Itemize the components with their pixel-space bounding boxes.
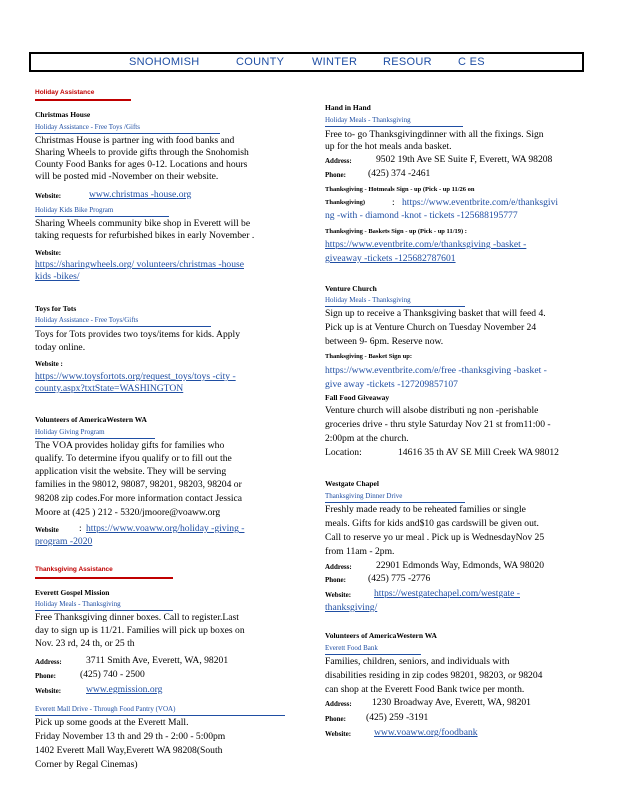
body-line: will be posted mid -November on their website. xyxy=(35,171,219,182)
org-name: Westgate Chapel xyxy=(325,479,379,488)
website-label: Website : xyxy=(35,360,63,368)
body-line: application visit the website. They will be serving xyxy=(35,466,227,477)
title-word-5: C ES xyxy=(458,56,485,68)
org-name: Toys for Tots xyxy=(35,304,77,313)
signup-separator: : xyxy=(392,197,395,208)
website-link[interactable]: https://westgatechapel.com/westgate - xyxy=(374,588,520,599)
signup-link[interactable]: ng -with - diamond -knot - tickets -125688195777 xyxy=(325,210,518,221)
address-label: Address: xyxy=(325,700,352,708)
body-line: from 11am - 2pm. xyxy=(325,546,395,557)
body-line: Sharing Wheels to provide gifts through the Snohomish xyxy=(35,147,249,158)
address-value: 9502 19th Ave SE Suite F, Everett, WA 98208 xyxy=(376,154,553,165)
phone-value: (425) 259 -3191 xyxy=(366,712,429,723)
body-line: meals. Gifts for kids and$10 gas cardswill be given out. xyxy=(325,518,539,529)
tag-underline xyxy=(35,438,155,439)
website-label: Website: xyxy=(325,730,352,738)
website-label: Website xyxy=(35,526,59,534)
title-word-2: COUNTY xyxy=(236,56,285,68)
website-label: Website: xyxy=(35,249,62,257)
website-link[interactable]: www.voaww.org/foodbank xyxy=(374,727,478,738)
location-value: 14616 35 th AV SE Mill Creek WA 98012 xyxy=(398,447,559,458)
body-line: 1402 Everett Mall Way,Everett WA 98208(South xyxy=(35,745,223,756)
signup-label: Thanksgiving - Baskets Sign - up (Pick - up 11/19) : xyxy=(325,228,467,235)
entry-tag: Holiday Meals - Thanksgiving xyxy=(35,600,121,608)
phone-label: Phone: xyxy=(325,171,346,179)
body-line: disabilities residing in zip codes 98201, 98203, or 98204 xyxy=(325,670,543,681)
website-link[interactable]: www.egmission.org xyxy=(86,684,163,695)
address-label: Address: xyxy=(325,157,352,165)
phone-label: Phone: xyxy=(35,672,56,680)
body-line: Friday November 13 th and 29 th - 2:00 - 5:00pm xyxy=(35,731,226,742)
entry-tag: Holiday Assistance - Free Toys /Gifts xyxy=(35,123,140,131)
entry-tag: Holiday Meals - Thanksgiving xyxy=(325,116,411,124)
tag-underline xyxy=(325,126,463,127)
body-line: 98208 zip codes.For more information contact Jessica xyxy=(35,493,243,504)
body-line: Pick up is at Venture Church on Tuesday November 24 xyxy=(325,322,537,333)
body-line: groceries drive - thru style Saturday Nov 21 st from11:00 - xyxy=(325,419,551,430)
entry-tag: Holiday Kids Bike Program xyxy=(35,206,114,214)
body-line: today online. xyxy=(35,342,86,353)
body-line: day to sign up is 11/21. Families will pick up boxes on xyxy=(35,625,245,636)
org-name: Everett Gospel Mission xyxy=(35,588,110,597)
signup-label: Thanksgiving) xyxy=(325,199,366,206)
body-line: Freshly made ready to be reheated families or single xyxy=(325,504,526,515)
website-link[interactable]: https://www.toysfortots.org/request_toys/toys -city - xyxy=(35,371,236,382)
signup-link[interactable]: https://www.eventbrite.com/e/thanksgivi xyxy=(402,197,559,208)
title-word-1: SNOHOMISH xyxy=(129,56,200,68)
entry-tag: Holiday Giving Program xyxy=(35,428,105,436)
page-title-banner xyxy=(29,52,584,72)
body-line: 2:00pm at the church. xyxy=(325,433,409,444)
phone-value: (425) 374 -2461 xyxy=(368,168,431,179)
thanksgiving-assistance-heading: Thanksgiving Assistance xyxy=(35,566,113,573)
signup-link[interactable]: https://www.eventbrite.com/e/thanksgiving -basket - xyxy=(325,239,527,250)
body-line: Families, children, seniors, and individuals with xyxy=(325,656,510,667)
body-line: Sign up to receive a Thanksgiving basket that will feed 4. xyxy=(325,308,546,319)
org-name: Venture Church xyxy=(325,284,377,293)
body-line: Pick up some goods at the Everett Mall. xyxy=(35,717,189,728)
body-line: Sharing Wheels community bike shop in Everett will be xyxy=(35,218,251,229)
entry-tag: Holiday Meals - Thanksgiving xyxy=(325,296,411,304)
website-link[interactable]: https://www.voaww.org/holiday -giving - xyxy=(86,523,245,534)
body-line: can shop at the Everett Food Bank twice per month. xyxy=(325,684,525,695)
title-word-3: WINTER xyxy=(312,56,358,68)
website-link[interactable]: program -2020 xyxy=(35,536,93,547)
address-value: 22901 Edmonds Way, Edmonds, WA 98020 xyxy=(376,560,545,571)
tag-underline xyxy=(325,654,421,655)
location-label: Location: xyxy=(325,447,362,458)
address-value: 3711 Smith Ave, Everett, WA, 98201 xyxy=(86,655,229,666)
tag-underline xyxy=(35,216,169,217)
body-line: Corner by Regal Cinemas) xyxy=(35,759,138,770)
website-link[interactable]: county.aspx?txtState=WASHINGTON xyxy=(35,383,184,394)
body-line: Christmas House is partner ing with food banks and xyxy=(35,135,235,146)
website-link[interactable]: kids -bikes/ xyxy=(35,271,80,282)
holiday-assistance-heading: Holiday Assistance xyxy=(35,89,95,96)
website-link[interactable]: https://sharingwheels.org/ volunteers/christmas -house xyxy=(35,259,244,270)
body-line: Free Thanksgiving dinner boxes. Call to register.Last xyxy=(35,612,239,623)
body-line: The VOA provides holiday gifts for families who xyxy=(35,440,225,451)
entry-tag: Everett Mall Drive - Through Food Pantry (VOA) xyxy=(35,705,176,713)
org-name: Hand in Hand xyxy=(325,103,371,112)
signup-label: Thanksgiving - Hotmeals Sign - up (Pick - up 11/26 on xyxy=(325,186,475,193)
body-line: taking requests for refurbished bikes in early November . xyxy=(35,230,255,241)
phone-value: (425) 775 -2776 xyxy=(368,573,431,584)
phone-label: Phone: xyxy=(325,715,346,723)
website-label: Website: xyxy=(35,192,62,200)
body-line: Nov. 23 rd, 24 th, or 25 th xyxy=(35,638,135,649)
entry-tag: Everett Food Bank xyxy=(325,644,378,652)
org-name: Christmas House xyxy=(35,110,91,119)
body-line: Venture church will alsobe distributi ng non -perishable xyxy=(325,405,539,416)
section-divider xyxy=(35,99,131,101)
website-link[interactable]: thanksgiving/ xyxy=(325,602,378,613)
entry-tag: Thanksgiving Dinner Drive xyxy=(325,492,403,500)
org-name: Volunteers of AmericaWestern WA xyxy=(35,415,147,424)
tag-underline xyxy=(325,306,465,307)
website-label: Website: xyxy=(35,687,62,695)
tag-underline xyxy=(325,502,465,503)
body-line: Free to- go Thanksgivingdinner with all the fixings. Sign xyxy=(325,129,544,140)
fall-food-giveaway-heading: Fall Food Giveaway xyxy=(325,393,390,402)
body-line: Moore at (425 ) 212 - 5320/jmoore@voaww.org xyxy=(35,507,221,518)
address-label: Address: xyxy=(325,563,352,571)
body-line: County Food Banks for ages 0-12. Locations and hours xyxy=(35,159,248,170)
website-link[interactable]: www.christmas -house.org xyxy=(89,189,192,200)
body-line: families in the 98012, 98087, 98201, 98203, 98204 or xyxy=(35,479,242,490)
title-word-4: RESOUR xyxy=(383,56,432,68)
body-line: up for the hot meals anda basket. xyxy=(325,141,452,152)
signup-label: Thanksgiving - Basket Sign up: xyxy=(325,353,413,360)
phone-value: (425) 740 - 2500 xyxy=(80,669,145,680)
tag-underline xyxy=(35,715,285,716)
address-value: 1230 Broadway Ave, Everett, WA, 98201 xyxy=(372,697,531,708)
signup-link[interactable]: https://www.eventbrite.com/e/free -thanksgiving -basket - xyxy=(325,365,547,376)
tag-underline xyxy=(35,610,173,611)
body-line: Call to reserve yo ur meal . Pick up is WednesdayNov 25 xyxy=(325,532,545,543)
signup-link[interactable]: giveaway -tickets -125682787601 xyxy=(325,253,456,264)
body-line: Toys for Tots provides two toys/items for kids. Apply xyxy=(35,329,241,340)
entry-tag: Holiday Assistance - Free Toys/Gifts xyxy=(35,316,139,324)
signup-link[interactable]: give away -tickets -127209857107 xyxy=(325,379,458,390)
website-label: Website: xyxy=(325,591,352,599)
body-line: between 9- 6pm. Reserve now. xyxy=(325,336,444,347)
body-line: qualify. To determine ifyou qualify or to fill out the xyxy=(35,453,232,464)
address-label: Address: xyxy=(35,658,62,666)
tag-underline xyxy=(35,326,211,327)
section-divider xyxy=(35,577,173,579)
org-name: Volunteers of AmericaWestern WA xyxy=(325,631,437,640)
website-separator: : xyxy=(79,523,82,534)
phone-label: Phone: xyxy=(325,576,346,584)
tag-underline xyxy=(35,133,220,134)
